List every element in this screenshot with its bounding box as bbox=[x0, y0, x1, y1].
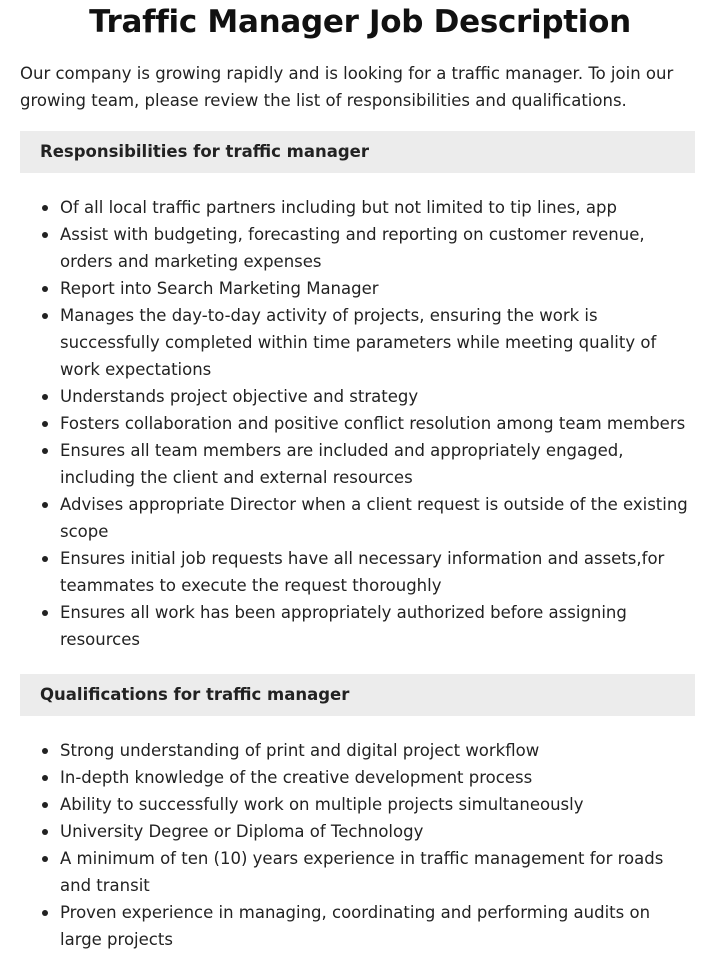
intro-paragraph: Our company is growing rapidly and is looking for a traffic manager. To join our growing team, please review the list of responsibilities and qualifications. bbox=[20, 64, 674, 110]
list-item bbox=[20, 491, 695, 545]
list-item bbox=[20, 599, 695, 653]
bullet-icon bbox=[42, 502, 48, 508]
list-item bbox=[20, 737, 695, 764]
list-item-text: Assist with budgeting, forecasting and reporting on customer revenue, orders and marketing expenses bbox=[60, 225, 645, 271]
list-item-text: Report into Search Marketing Manager bbox=[60, 279, 379, 298]
list-item bbox=[20, 194, 695, 221]
list-item-text: Of all local traffic partners including but not limited to tip lines, app bbox=[60, 198, 617, 217]
list-item-text: Understands project objective and strategy bbox=[60, 387, 419, 406]
qualifications-heading: Qualifications for traffic manager bbox=[20, 674, 695, 716]
list-item bbox=[20, 818, 695, 845]
list-item-text: Manages the day-to-day activity of projects, ensuring the work is successfully completed within time parameters while meeting quality of work expectations bbox=[60, 306, 657, 379]
list-item bbox=[20, 845, 695, 899]
bullet-icon bbox=[42, 394, 48, 400]
bullet-icon bbox=[42, 232, 48, 238]
bullet-icon bbox=[42, 421, 48, 427]
responsibilities-list bbox=[20, 194, 695, 653]
list-item-text: Ensures all work has been appropriately authorized before assigning resources bbox=[60, 603, 627, 649]
list-item bbox=[20, 275, 695, 302]
bullet-icon bbox=[42, 448, 48, 454]
responsibilities-heading: Responsibilities for traffic manager bbox=[20, 131, 695, 173]
list-item bbox=[20, 545, 695, 599]
list-item bbox=[20, 302, 695, 383]
list-item bbox=[20, 437, 695, 491]
list-item-text: Ensures initial job requests have all necessary information and assets,for teammates to execute the request thoroughly bbox=[60, 549, 665, 595]
list-item bbox=[20, 410, 695, 437]
bullet-icon bbox=[42, 856, 48, 862]
bullet-icon bbox=[42, 610, 48, 616]
list-item-text: University Degree or Diploma of Technology bbox=[60, 822, 424, 841]
list-item-text: Ability to successfully work on multiple projects simultaneously bbox=[60, 795, 584, 814]
bullet-icon bbox=[42, 775, 48, 781]
bullet-icon bbox=[42, 802, 48, 808]
bullet-icon bbox=[42, 205, 48, 211]
bullet-icon bbox=[42, 286, 48, 292]
list-item bbox=[20, 221, 695, 275]
list-item-text: A minimum of ten (10) years experience in traffic management for roads and transit bbox=[60, 849, 664, 895]
bullet-icon bbox=[42, 313, 48, 319]
list-item bbox=[20, 764, 695, 791]
list-item bbox=[20, 899, 695, 953]
list-item-text: Fosters collaboration and positive conflict resolution among team members bbox=[60, 414, 686, 433]
bullet-icon bbox=[42, 829, 48, 835]
qualifications-list bbox=[20, 737, 695, 953]
bullet-icon bbox=[42, 748, 48, 754]
list-item-text: Advises appropriate Director when a client request is outside of the existing scope bbox=[60, 495, 688, 541]
list-item-text: Strong understanding of print and digital project workflow bbox=[60, 741, 540, 760]
list-item bbox=[20, 791, 695, 818]
page-title: Traffic Manager Job Description bbox=[89, 4, 631, 40]
list-item-text: In-depth knowledge of the creative development process bbox=[60, 768, 533, 787]
bullet-icon bbox=[42, 556, 48, 562]
bullet-icon bbox=[42, 910, 48, 916]
list-item-text: Proven experience in managing, coordinating and performing audits on large projects bbox=[60, 903, 651, 949]
list-item bbox=[20, 383, 695, 410]
list-item-text: Ensures all team members are included and appropriately engaged, including the client and external resources bbox=[60, 441, 624, 487]
